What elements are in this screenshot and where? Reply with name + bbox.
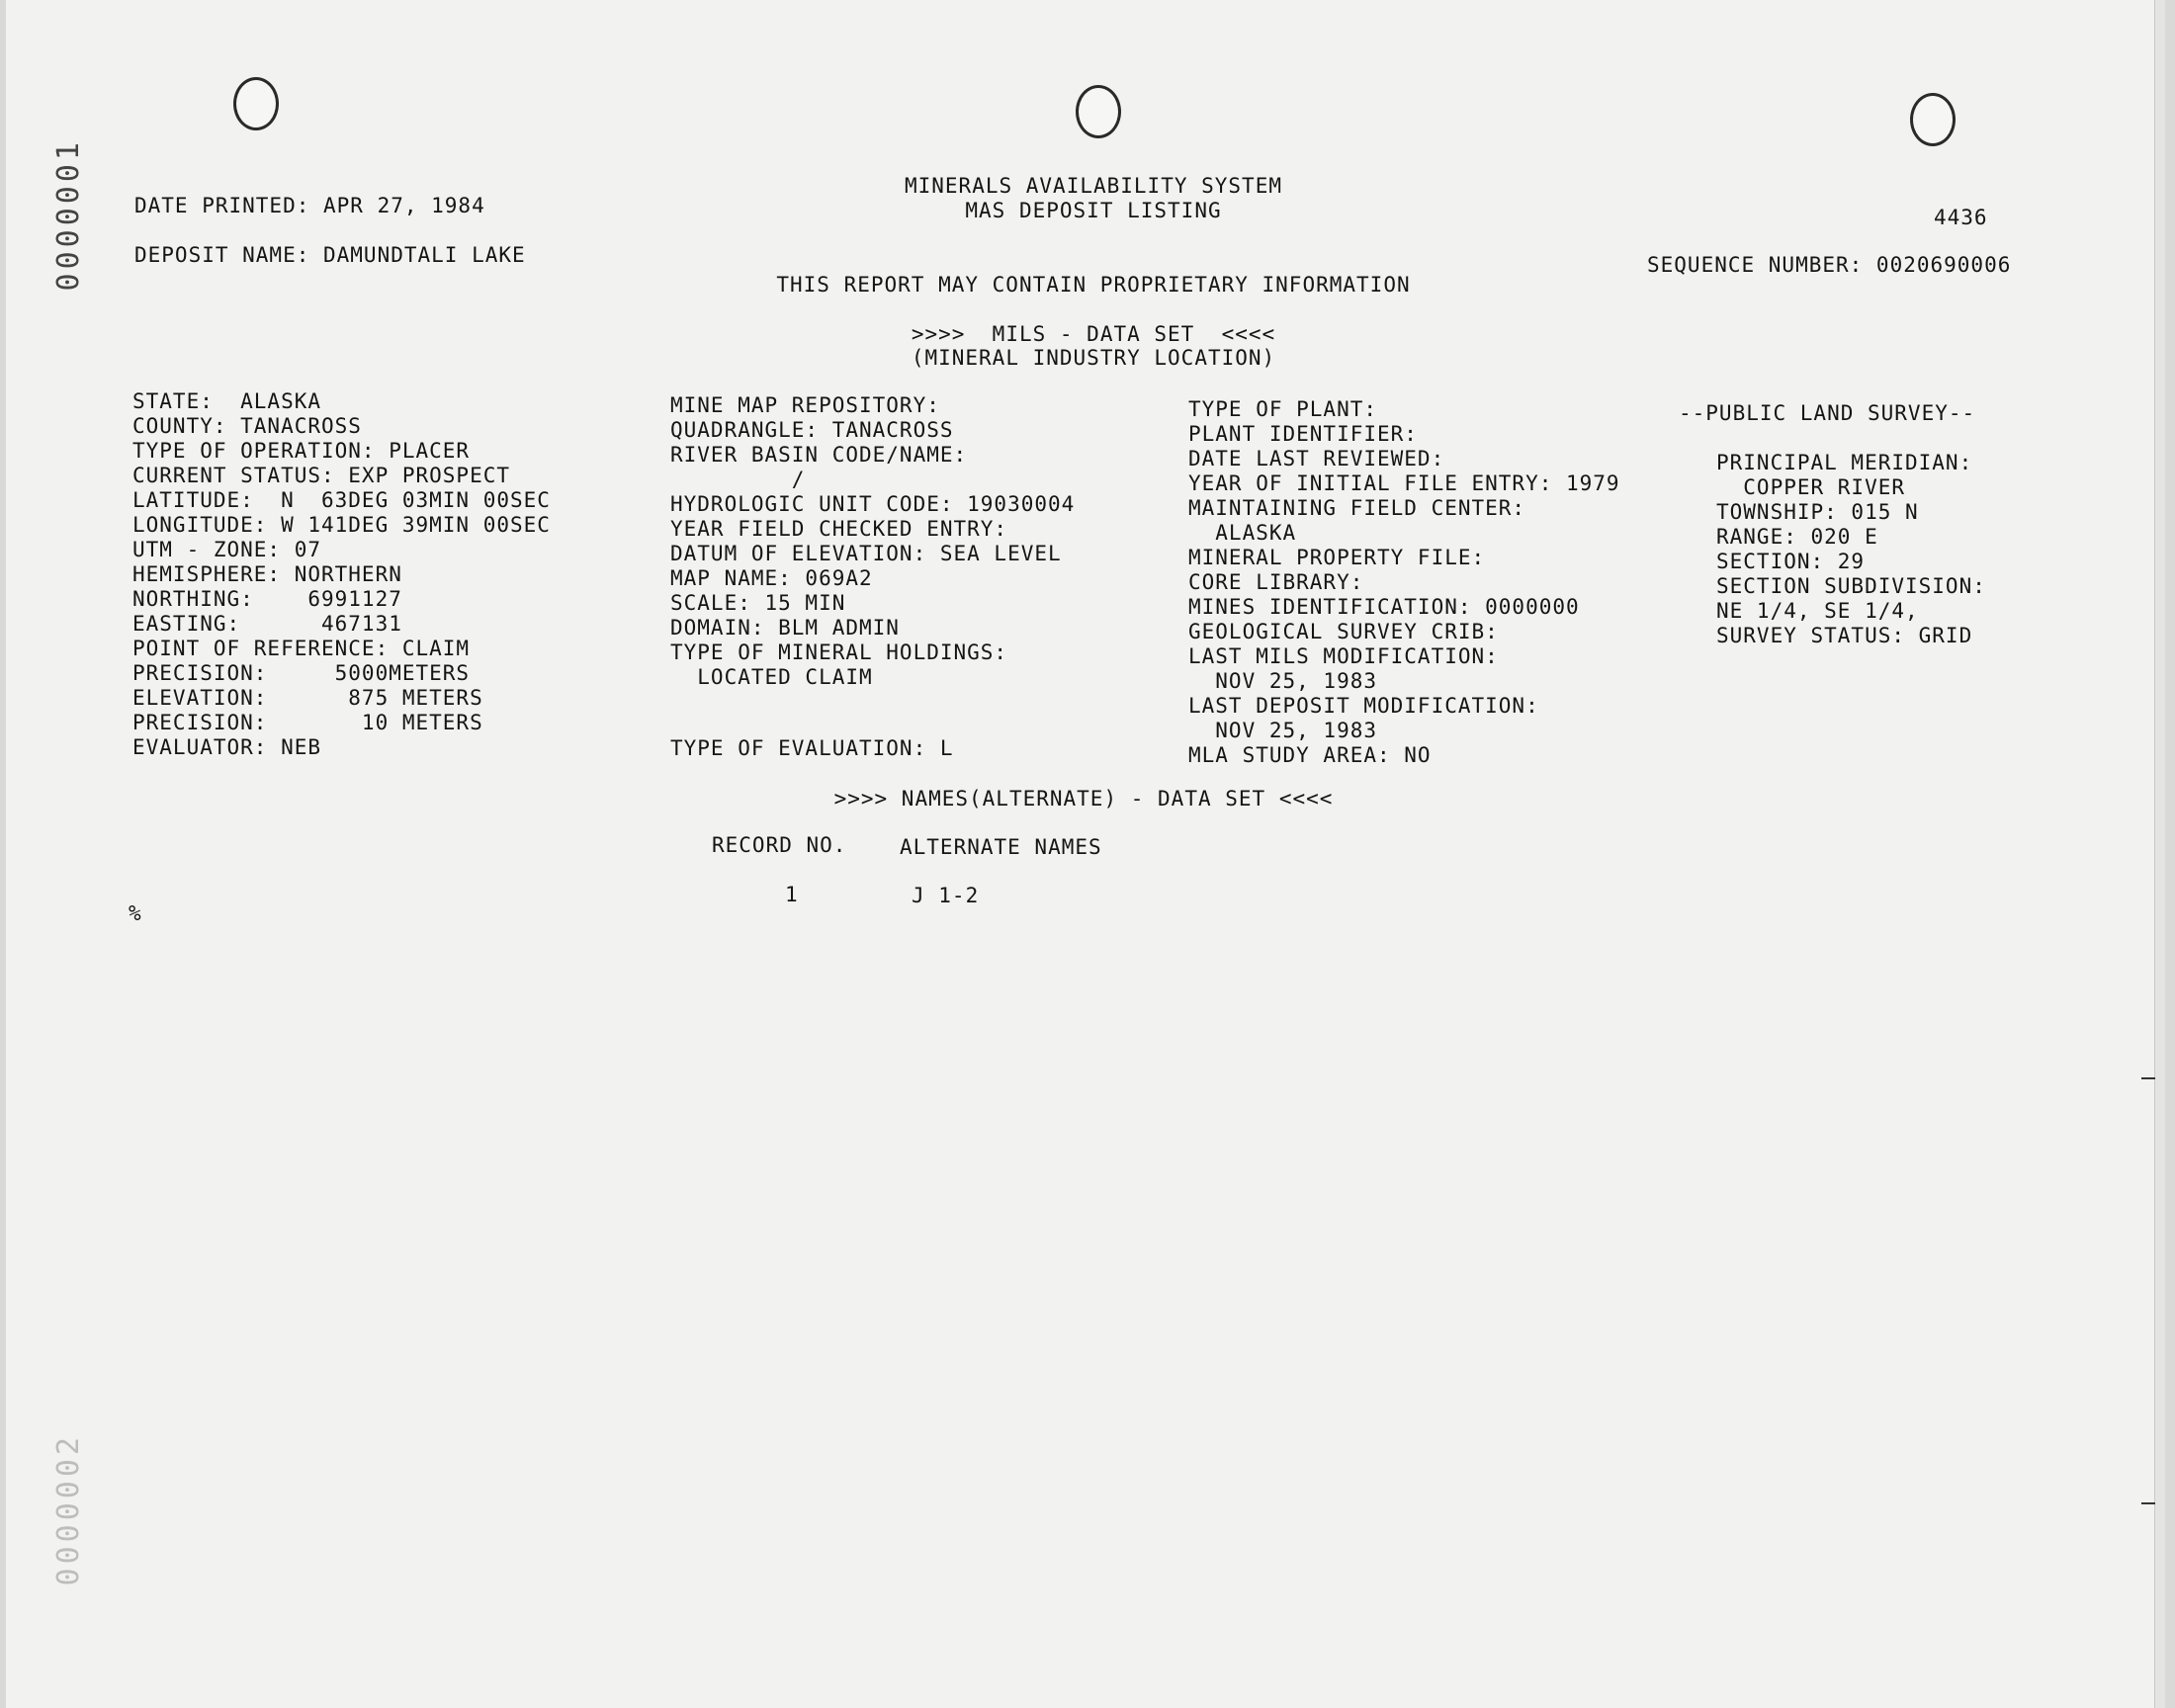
field-last-deposit-modification-date: NOV 25, 1983 [1188, 719, 1378, 742]
field-evaluator: EVALUATOR: NEB [132, 735, 322, 759]
column-record-no: RECORD NO. [712, 833, 847, 857]
page-edge [2154, 0, 2165, 1708]
field-maintaining-center: MAINTAINING FIELD CENTER: [1188, 496, 1526, 520]
frame-number-stamp-faint: 0000002 [51, 1433, 86, 1586]
field-maintaining-center-value: ALASKA [1188, 521, 1297, 545]
field-mineral-holdings: TYPE OF MINERAL HOLDINGS: [670, 640, 1008, 664]
field-latitude: LATITUDE: N 63DEG 03MIN 00SEC [132, 488, 551, 512]
column-alternate-names: ALTERNATE NAMES [900, 835, 1102, 859]
field-section: SECTION: 29 [1716, 550, 1866, 573]
field-quadrangle: QUADRANGLE: TANACROSS [670, 418, 954, 442]
listing-title: MAS DEPOSIT LISTING [965, 199, 1222, 222]
field-mineral-property-file: MINERAL PROPERTY FILE: [1188, 546, 1486, 569]
field-northing: NORTHING: 6991127 [132, 587, 402, 611]
field-year-field-checked: YEAR FIELD CHECKED ENTRY: [670, 517, 1008, 541]
field-operation-type: TYPE OF OPERATION: PLACER [132, 439, 471, 463]
field-datum-of-elevation: DATUM OF ELEVATION: SEA LEVEL [670, 542, 1062, 565]
field-hydrologic-unit: HYDROLOGIC UNIT CODE: 19030004 [670, 492, 1076, 516]
field-core-library: CORE LIBRARY: [1188, 570, 1364, 594]
edge-tick [2141, 1502, 2155, 1504]
field-year-initial-entry: YEAR OF INITIAL FILE ENTRY: 1979 [1188, 471, 1620, 495]
field-map-name: MAP NAME: 069A2 [670, 566, 873, 590]
field-mla-study-area: MLA STUDY AREA: NO [1188, 743, 1432, 767]
field-mines-identification: MINES IDENTIFICATION: 0000000 [1188, 595, 1580, 619]
field-state: STATE: ALASKA [132, 389, 322, 413]
document-page [6, 0, 2165, 1708]
field-river-basin: RIVER BASIN CODE/NAME: [670, 443, 968, 467]
field-survey-status: SURVEY STATUS: GRID [1716, 624, 1973, 647]
dataset-title: >>>> MILS - DATA SET <<<< [911, 322, 1276, 346]
frame-number-stamp: 0000001 [51, 138, 86, 292]
field-longitude: LONGITUDE: W 141DEG 39MIN 00SEC [132, 513, 551, 537]
dataset-subtitle: (MINERAL INDUSTRY LOCATION) [911, 346, 1276, 370]
names-dataset-title: >>>> NAMES(ALTERNATE) - DATA SET <<<< [833, 787, 1334, 811]
punch-hole [1076, 85, 1121, 138]
date-printed: DATE PRINTED: APR 27, 1984 [134, 194, 485, 217]
footer-mark: % [129, 901, 142, 925]
field-utm-zone: UTM - ZONE: 07 [132, 538, 322, 561]
field-plant-identifier: PLANT IDENTIFIER: [1188, 422, 1418, 446]
proprietary-notice: THIS REPORT MAY CONTAIN PROPRIETARY INFORMATION [776, 273, 1411, 297]
field-principal-meridian-value: COPPER RIVER [1716, 475, 1906, 499]
field-type-of-plant: TYPE OF PLANT: [1188, 397, 1378, 421]
field-principal-meridian: PRINCIPAL MERIDIAN: [1716, 451, 1973, 474]
field-elevation-precision: PRECISION: 10 METERS [132, 711, 483, 734]
field-elevation: ELEVATION: 875 METERS [132, 686, 483, 710]
punch-hole [233, 77, 279, 130]
sequence-number: SEQUENCE NUMBER: 0020690006 [1647, 253, 2012, 277]
field-date-last-reviewed: DATE LAST REVIEWED: [1188, 447, 1445, 470]
field-mineral-holdings-value: LOCATED CLAIM [670, 665, 873, 689]
record-number: 1 [785, 883, 799, 906]
field-current-status: CURRENT STATUS: EXP PROSPECT [132, 464, 511, 487]
edge-tick [2141, 1077, 2155, 1079]
field-river-basin-value: / [670, 468, 806, 491]
public-land-survey-heading: --PUBLIC LAND SURVEY-- [1679, 401, 1976, 425]
field-type-of-evaluation: TYPE OF EVALUATION: L [670, 736, 954, 760]
punch-hole [1910, 93, 1956, 146]
field-scale: SCALE: 15 MIN [670, 591, 846, 615]
field-mine-map-repository: MINE MAP REPOSITORY: [670, 393, 940, 417]
system-title: MINERALS AVAILABILITY SYSTEM [904, 174, 1282, 198]
alternate-name: J 1-2 [912, 884, 980, 907]
field-county: COUNTY: TANACROSS [132, 414, 362, 438]
field-easting: EASTING: 467131 [132, 612, 402, 636]
field-section-subdivision-value: NE 1/4, SE 1/4, [1716, 599, 1919, 623]
field-range: RANGE: 020 E [1716, 525, 1878, 549]
field-geological-survey-crib: GEOLOGICAL SURVEY CRIB: [1188, 620, 1499, 643]
field-section-subdivision: SECTION SUBDIVISION: [1716, 574, 1986, 598]
field-point-of-reference: POINT OF REFERENCE: CLAIM [132, 637, 471, 660]
field-domain: DOMAIN: BLM ADMIN [670, 616, 900, 640]
field-last-mils-modification-date: NOV 25, 1983 [1188, 669, 1378, 693]
page-number: 4436 [1934, 206, 1988, 229]
field-hemisphere: HEMISPHERE: NORTHERN [132, 562, 402, 586]
field-last-mils-modification: LAST MILS MODIFICATION: [1188, 644, 1499, 668]
field-precision: PRECISION: 5000METERS [132, 661, 471, 685]
field-last-deposit-modification: LAST DEPOSIT MODIFICATION: [1188, 694, 1539, 718]
field-township: TOWNSHIP: 015 N [1716, 500, 1919, 524]
deposit-name: DEPOSIT NAME: DAMUNDTALI LAKE [134, 243, 526, 267]
